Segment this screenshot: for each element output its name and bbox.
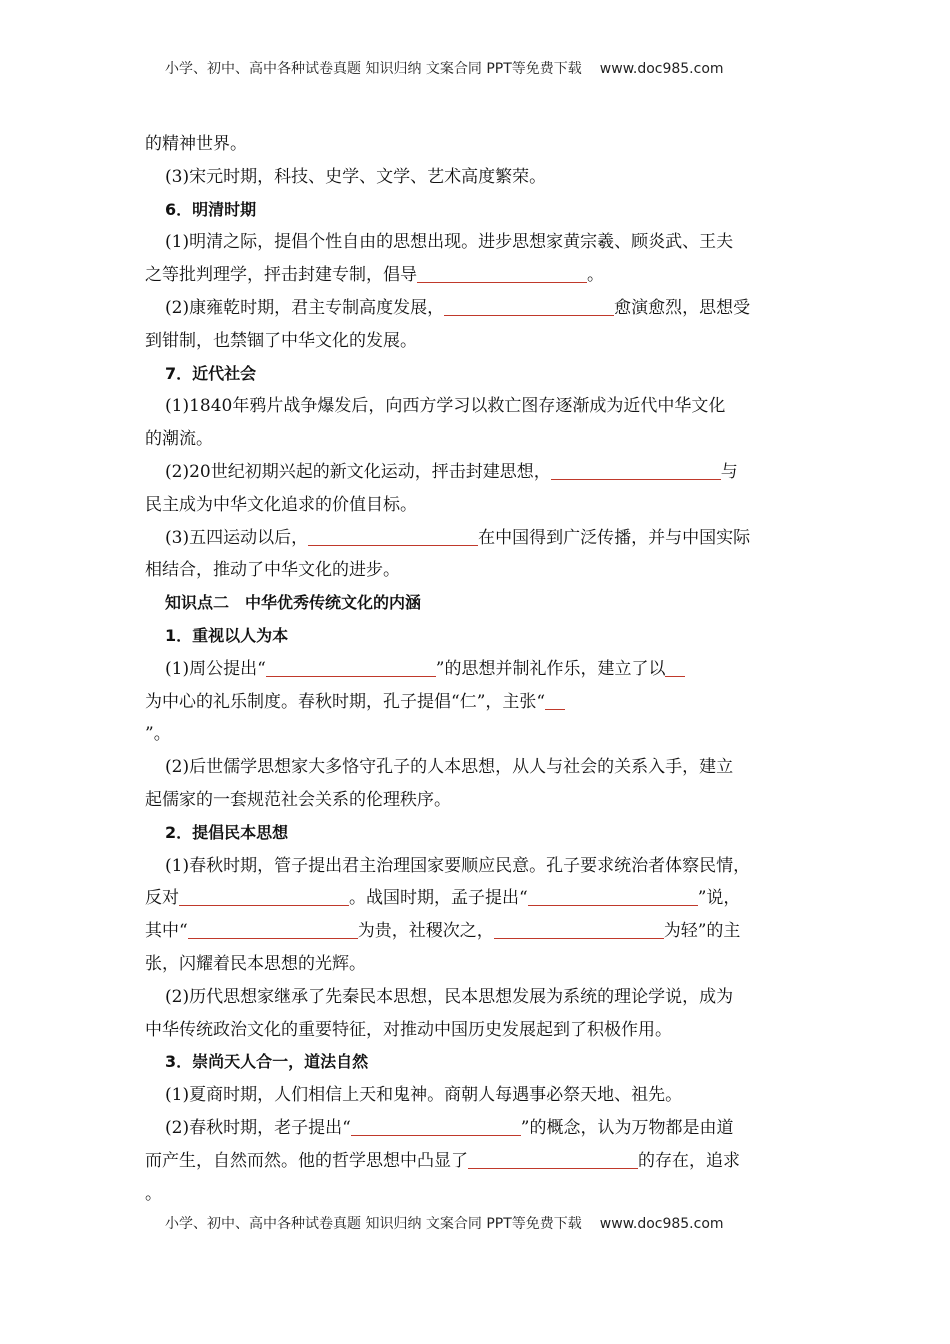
text-line (145, 522, 810, 555)
fill-blank[interactable] (351, 1117, 521, 1136)
fill-blank[interactable] (545, 691, 565, 710)
text-line (145, 456, 810, 489)
footer-text: 小学、初中、高中各种试卷真题 知识归纳 文案合同 PPT等免费下载 (165, 1216, 582, 1232)
text-line: (1)1840年鸦片战争爆发后，向西方学习以救亡图存逐渐成为近代中华文化 (165, 396, 726, 417)
fill-blank[interactable] (494, 920, 664, 939)
text-line (145, 653, 810, 686)
section-heading: 6．明清时期 (165, 199, 257, 219)
fill-blank[interactable] (179, 887, 349, 906)
knowledge-point-heading: 知识点二 中华优秀传统文化的内涵 (165, 593, 422, 613)
text-segment: 与 (720, 461, 738, 482)
text-line (145, 292, 810, 325)
text-segment: 。战国时期，孟子提出“ (349, 888, 528, 909)
text-segment: ”说， (697, 888, 741, 909)
text-segment: 反对 (145, 888, 179, 909)
text-line (145, 882, 810, 915)
text-line: 起儒家的一套规范社会关系的伦理秩序。 (145, 789, 451, 810)
section-heading: 1．重视以人为本 (165, 625, 289, 645)
text-segment: 的存在，追求 (638, 1150, 740, 1171)
header-text: 小学、初中、高中各种试卷真题 知识归纳 文案合同 PPT等免费下载 (165, 61, 582, 77)
text-segment: (1)周公提出“ (165, 658, 266, 679)
section-heading: 7．近代社会 (165, 363, 257, 383)
text-segment: (2)春秋时期，老子提出“ (165, 1117, 351, 1138)
footer-site: www.doc985.com (599, 1216, 724, 1232)
text-line: 民主成为中华文化追求的价值目标。 (145, 494, 417, 515)
text-line: 中华传统政治文化的重要特征，对推动中国历史发展起到了积极作用。 (145, 1019, 672, 1040)
text-line (145, 1112, 810, 1145)
text-segment: 为轻”的主 (663, 921, 741, 942)
page-header (165, 58, 724, 78)
document-body (145, 128, 810, 1210)
fill-blank[interactable] (444, 297, 614, 316)
page-footer (165, 1213, 724, 1233)
text-segment: 在中国得到广泛传播，并与中国实际 (478, 527, 751, 548)
header-site: www.doc985.com (599, 61, 724, 77)
text-line: 。 (145, 1183, 162, 1204)
text-line (145, 686, 810, 719)
text-segment: 愈演愈烈，思想受 (614, 297, 751, 318)
text-segment: 为中心的礼乐制度。春秋时期，孔子提倡“仁”，主张“ (145, 691, 546, 712)
text-segment: (2)20世纪初期兴起的新文化运动，抨击封建思想， (165, 461, 551, 482)
text-line: 张，闪耀着民本思想的光辉。 (145, 953, 366, 974)
text-line: 的精神世界。 (145, 134, 247, 154)
fill-blank[interactable] (417, 264, 587, 283)
text-line: ”。 (145, 724, 171, 745)
text-segment: ”的思想并制礼作乐，建立了以 (435, 658, 666, 679)
text-line: (1)夏商时期，人们相信上天和鬼神。商朝人每遇事必祭天地、祖先。 (165, 1085, 683, 1106)
fill-blank[interactable] (308, 527, 478, 546)
text-line (145, 259, 810, 292)
text-segment: 。 (587, 265, 604, 286)
text-segment: (2)康雍乾时期，君主专制高度发展， (165, 297, 445, 318)
text-line: (1)春秋时期，管子提出君主治理国家要顺应民意。孔子要求统治者体察民情， (165, 855, 751, 876)
text-segment: 为贵，社稷次之， (357, 921, 494, 942)
text-line: (3)宋元时期，科技、史学、文学、艺术高度繁荣。 (165, 166, 547, 187)
text-line: (2)历代思想家继承了先秦民本思想，民本思想发展为系统的理论学说，成为 (165, 986, 734, 1007)
fill-blank[interactable] (528, 887, 698, 906)
text-line: 的潮流。 (145, 429, 213, 450)
text-line (145, 915, 810, 948)
text-line: 到钳制，也禁锢了中华文化的发展。 (145, 330, 417, 351)
fill-blank[interactable] (665, 658, 685, 677)
text-segment: 其中“ (145, 921, 188, 942)
section-heading: 3．崇尚天人合一，道法自然 (165, 1052, 369, 1072)
text-segment: 而产生，自然而然。他的哲学思想中凸显了 (145, 1150, 468, 1171)
text-line: (1)明清之际，提倡个性自由的思想出现。进步思想家黄宗羲、顾炎武、王夫 (165, 232, 734, 253)
fill-blank[interactable] (551, 461, 721, 480)
text-segment: 之等批判理学，抨击封建专制，倡导 (145, 265, 417, 286)
text-line (145, 1145, 810, 1178)
fill-blank[interactable] (188, 920, 358, 939)
fill-blank[interactable] (468, 1150, 638, 1169)
text-segment: ”的概念，认为万物都是由道 (520, 1117, 734, 1138)
text-segment: (3)五四运动以后， (165, 527, 309, 548)
fill-blank[interactable] (266, 658, 436, 677)
section-heading: 2．提倡民本思想 (165, 822, 289, 842)
text-line: (2)后世儒学思想家大多恪守孔子的人本思想，从人与社会的关系入手，建立 (165, 757, 734, 778)
text-line: 相结合，推动了中华文化的进步。 (145, 560, 400, 581)
